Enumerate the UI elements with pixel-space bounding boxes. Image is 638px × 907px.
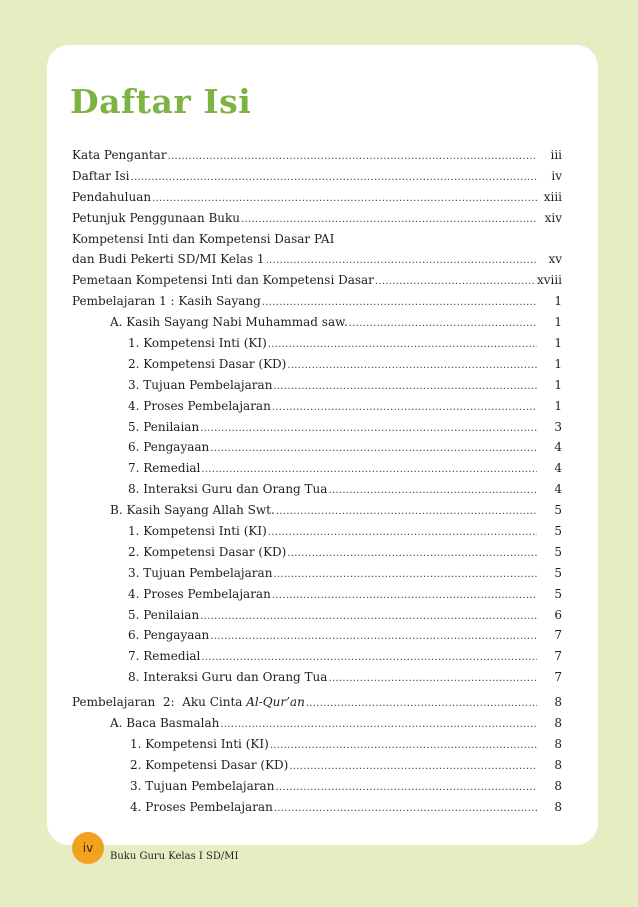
dot-leader [220, 716, 537, 730]
toc-entry-label: Kompetensi Inti dan Kompetensi Dasar PAI [72, 231, 335, 246]
dot-leader [168, 148, 537, 162]
toc-entry-page: 8 [554, 695, 562, 710]
toc-entry[interactable] [72, 566, 562, 587]
toc-entry-label: Daftar Isi [72, 168, 130, 183]
toc-entry-page: 1 [554, 398, 562, 413]
toc-entry[interactable] [72, 148, 562, 169]
toc-entry-page: 8 [554, 736, 562, 751]
toc-entry-page: 4 [554, 461, 562, 476]
toc-entry-label: 4. Proses Pembelajaran [130, 799, 273, 814]
toc-entry[interactable] [72, 336, 562, 357]
dot-leader [287, 357, 537, 371]
toc-entry[interactable] [72, 587, 562, 608]
toc-entry-label: Pembelajaran 1 : Kasih Sayang [72, 294, 261, 309]
dot-leader [241, 211, 537, 225]
toc-entry-label: Kata Pengantar [72, 148, 167, 162]
toc-entry-page: 1 [554, 336, 562, 351]
toc-entry-label: 6. Pengayaan [128, 628, 210, 643]
toc-entry-label: 1. Kompetensi Inti (KI) [128, 524, 267, 539]
toc-entry-page: xiv [544, 210, 562, 225]
dot-leader [275, 779, 537, 793]
toc-entry-label: 3. Tujuan Pembelajaran [128, 565, 273, 580]
toc-entry-label: B. Kasih Sayang Allah Swt. [110, 503, 275, 518]
toc-entry-label: 8. Interaksi Guru dan Orang Tua [128, 670, 328, 685]
dot-leader [130, 169, 537, 183]
toc-entry-page: 8 [554, 716, 562, 731]
toc-entry-label: A. Baca Basmalah [110, 716, 220, 731]
toc-entry-label: 5. Penilaian [128, 419, 200, 434]
toc-entry-page: 1 [554, 356, 562, 371]
dot-leader [200, 420, 537, 434]
toc-entry[interactable] [72, 461, 562, 482]
dot-leader [270, 737, 537, 751]
toc-entry-label-text: Pembelajaran 2: Aku Cinta [72, 695, 247, 710]
dot-leader [328, 670, 537, 684]
toc-entry-label: 4. Proses Pembelajaran [128, 586, 271, 601]
toc-entry-label: 2. Kompetensi Dasar (KD) [128, 356, 287, 371]
toc-entry-label: 5. Penilaian [128, 607, 200, 622]
table-of-contents [72, 148, 562, 821]
toc-entry[interactable] [72, 716, 562, 737]
toc-entry-page: xviii [536, 273, 562, 288]
toc-entry-label: 2. Kompetensi Dasar (KD) [130, 757, 289, 772]
toc-entry[interactable] [72, 378, 562, 399]
toc-entry[interactable] [72, 737, 562, 758]
toc-entry-page: 1 [554, 377, 562, 392]
toc-entry-heading [72, 232, 562, 253]
toc-entry-page: 8 [554, 757, 562, 772]
toc-entry-page: 3 [554, 419, 562, 434]
toc-entry-label: 8. Interaksi Guru dan Orang Tua [128, 482, 328, 497]
toc-entry-label: 4. Proses Pembelajaran [128, 398, 271, 413]
toc-entry-label: Pemetaan Kompetensi Inti dan Kompetensi Dasar [72, 273, 374, 288]
toc-entry[interactable] [72, 211, 562, 232]
toc-entry-label: 1. Kompetensi Inti (KI) [128, 336, 267, 351]
toc-entry-label [72, 695, 305, 709]
toc-entry-page: xiii [543, 189, 562, 204]
toc-entry-page: 8 [554, 778, 562, 793]
toc-entry[interactable] [72, 608, 562, 629]
toc-entry-page: xv [548, 252, 562, 267]
toc-entry-label: 7. Remedial [128, 649, 201, 664]
dot-leader [201, 461, 537, 475]
dot-leader [272, 587, 537, 601]
dot-leader [210, 440, 537, 454]
toc-entry-page: 5 [554, 586, 562, 601]
toc-entry-label: dan Budi Pekerti SD/MI Kelas 1 [72, 252, 265, 267]
page-number-badge: iv [72, 832, 104, 864]
toc-entry-page: 1 [554, 315, 562, 330]
toc-entry-page: 6 [554, 607, 562, 622]
toc-entry-page: 5 [554, 565, 562, 580]
dot-leader [276, 503, 537, 517]
dot-leader [306, 695, 537, 709]
dot-leader [349, 315, 537, 329]
dot-leader [273, 378, 537, 392]
toc-entry-page: 1 [554, 294, 562, 309]
dot-leader [152, 190, 537, 204]
dot-leader [268, 336, 537, 350]
toc-entry-label: Petunjuk Penggunaan Buku [72, 210, 241, 225]
toc-entry[interactable] [72, 800, 562, 821]
toc-entry-label: 1. Kompetensi Inti (KI) [130, 736, 269, 751]
toc-entry[interactable] [72, 503, 562, 524]
toc-entry-page: 4 [554, 482, 562, 497]
dot-leader [274, 800, 537, 814]
dot-leader [273, 566, 537, 580]
toc-entry-page: 8 [554, 799, 562, 814]
footer-book-title: Buku Guru Kelas I SD/MI [110, 851, 239, 862]
dot-leader [268, 524, 537, 538]
toc-entry-page: 5 [554, 524, 562, 539]
toc-entry-page: iv [551, 168, 562, 183]
toc-entry-page: 7 [554, 628, 562, 643]
toc-entry[interactable] [72, 758, 562, 779]
toc-entry[interactable] [72, 252, 562, 273]
toc-entry-page: 5 [554, 544, 562, 559]
toc-entry[interactable] [72, 628, 562, 649]
dot-leader [328, 482, 537, 496]
toc-entry[interactable] [72, 482, 562, 503]
toc-entry-page: 7 [554, 649, 562, 664]
dot-leader [201, 649, 537, 663]
toc-entry-label-italic: Al-Qur’an [246, 695, 305, 710]
toc-entry-label: 3. Tujuan Pembelajaran [130, 778, 275, 793]
toc-entry[interactable] [72, 190, 562, 211]
dot-leader [210, 628, 537, 642]
toc-entry[interactable] [72, 779, 562, 800]
toc-entry-label: 6. Pengayaan [128, 440, 210, 455]
dot-leader [287, 545, 537, 559]
toc-entry[interactable] [72, 169, 562, 190]
toc-entry[interactable] [72, 273, 562, 294]
toc-entry-label: Pendahuluan [72, 189, 152, 204]
dot-leader [289, 758, 537, 772]
toc-entry[interactable] [72, 420, 562, 441]
dot-leader [272, 399, 537, 413]
toc-entry[interactable] [72, 399, 562, 420]
toc-entry[interactable] [72, 649, 562, 670]
toc-entry-page: 5 [554, 503, 562, 518]
toc-entry[interactable] [72, 357, 562, 378]
toc-entry[interactable] [72, 545, 562, 566]
dot-leader [200, 608, 537, 622]
toc-entry-label: 2. Kompetensi Dasar (KD) [128, 544, 287, 559]
toc-entry-page: iii [550, 148, 562, 162]
toc-entry[interactable] [72, 294, 562, 315]
toc-entry-page: 4 [554, 440, 562, 455]
dot-leader [262, 294, 537, 308]
dot-leader [266, 252, 537, 266]
toc-entry[interactable] [72, 695, 562, 716]
toc-entry-page: 7 [554, 670, 562, 685]
toc-entry-label: 3. Tujuan Pembelajaran [128, 377, 273, 392]
toc-entry[interactable] [72, 315, 562, 336]
toc-entry[interactable] [72, 670, 562, 691]
toc-entry[interactable] [72, 440, 562, 461]
toc-entry[interactable] [72, 524, 562, 545]
toc-entry-label: 7. Remedial [128, 461, 201, 476]
dot-leader [375, 273, 534, 287]
toc-entry-label: A. Kasih Sayang Nabi Muhammad saw. [110, 315, 348, 330]
page-title: Daftar Isi [70, 82, 252, 121]
